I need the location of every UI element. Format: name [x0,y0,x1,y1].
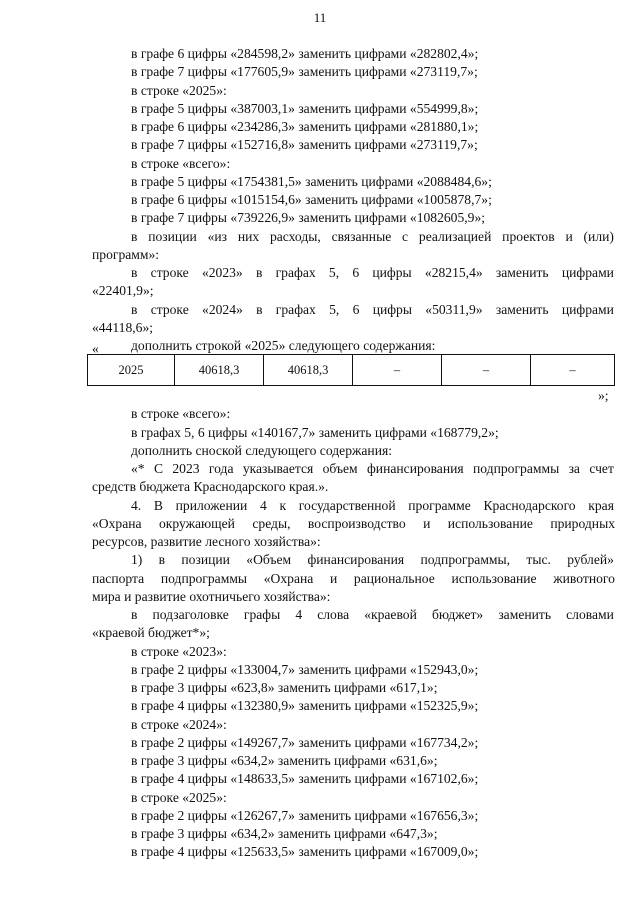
text-line: в графе 3 цифры «623,8» заменить цифрами «617,1»; [131,680,438,695]
text-line: в графе 5 цифры «1754381,5» заменить цифрами «2088484,6»; [131,174,492,189]
table-row [88,355,615,386]
text-line: в графе 4 цифры «132380,9» заменить цифрами «152325,9»; [131,698,479,713]
text-line: в графе 4 цифры «148633,5» заменить цифрами «167102,6»; [131,771,479,786]
table-cell: 2025 [88,355,175,386]
text-line: в графе 2 цифры «126267,7» заменить цифрами «167656,3»; [131,808,479,823]
text-line: в графе 7 цифры «152716,8» заменить цифрами «273119,7»; [131,137,478,152]
text-line: «Охрана окружающей среды, воспроизводство и использование природных [92,516,615,531]
text-line: дополнить строкой «2025» следующего содержания: [131,338,436,353]
table-cell: – [531,355,615,386]
text-line: в строке «всего»: [131,406,231,421]
text-line: »; [598,388,609,403]
text-line: в графе 6 цифры «1015154,6» заменить цифрами «1005878,7»; [131,192,492,207]
text-line: 4. В приложении 4 к государственной программе Краснодарского края [131,498,614,513]
text-line: в подзаголовке графы 4 слова «краевой бюджет» заменить словами [131,607,614,622]
text-line: в графе 2 цифры «149267,7» заменить цифрами «167734,2»; [131,735,479,750]
table-cell: – [442,355,531,386]
table-cell: – [353,355,442,386]
text-line: в графе 6 цифры «234286,3» заменить цифрами «281880,1»; [131,119,479,134]
text-line: в строке «2025»: [131,83,227,98]
text-line: «22401,9»; [92,283,154,298]
text-line: средств бюджета Краснодарского края.». [92,479,329,494]
text-line: дополнить сноской следующего содержания: [131,443,393,458]
text-line: « [92,341,99,356]
text-line: «* С 2023 года указывается объем финансирования подпрограммы за счет [131,461,614,476]
text-line: в строке «2023»: [131,644,227,659]
text-line: в строке «2024» в графах 5, 6 цифры «50311,9» заменить цифрами [131,302,614,317]
text-line: «краевой бюджет*»; [92,625,210,640]
text-line: в строке «2023» в графах 5, 6 цифры «28215,4» заменить цифрами [131,265,614,280]
text-line: в графе 2 цифры «133004,7» заменить цифрами «152943,0»; [131,662,479,677]
text-line: в графе 7 цифры «177605,9» заменить цифрами «273119,7»; [131,64,478,79]
text-line: «44118,6»; [92,320,154,335]
text-line: в графе 4 цифры «125633,5» заменить цифрами «167009,0»; [131,844,479,859]
text-line: паспорта подпрограммы «Охрана и рациональное использование животного [92,571,615,586]
text-line: программ»: [92,247,160,262]
text-line: 1) в позиции «Объем финансирования подпрограммы, тыс. рублей» [131,552,614,567]
text-line: в строке «2025»: [131,790,227,805]
text-line: в графе 3 цифры «634,2» заменить цифрами «631,6»; [131,753,438,768]
table-cell: 40618,3 [175,355,264,386]
text-line: в графе 6 цифры «284598,2» заменить цифрами «282802,4»; [131,46,479,61]
text-line: в строке «всего»: [131,156,231,171]
page-number: 11 [313,10,327,25]
text-line: в графе 3 цифры «634,2» заменить цифрами «647,3»; [131,826,438,841]
text-line: в строке «2024»: [131,717,227,732]
text-line: в графах 5, 6 цифры «140167,7» заменить цифрами «168779,2»; [131,425,499,440]
text-line: ресурсов, развитие лесного хозяйства»: [92,534,321,549]
text-line: мира и развитие охотничьего хозяйства»: [92,589,331,604]
table-cell: 40618,3 [264,355,353,386]
text-line: в графе 5 цифры «387003,1» заменить цифрами «554999,8»; [131,101,479,116]
text-line: в позиции «из них расходы, связанные с реализацией проектов и (или) [131,229,614,244]
inserted-table-row [87,354,615,386]
text-line: в графе 7 цифры «739226,9» заменить цифрами «1082605,9»; [131,210,486,225]
